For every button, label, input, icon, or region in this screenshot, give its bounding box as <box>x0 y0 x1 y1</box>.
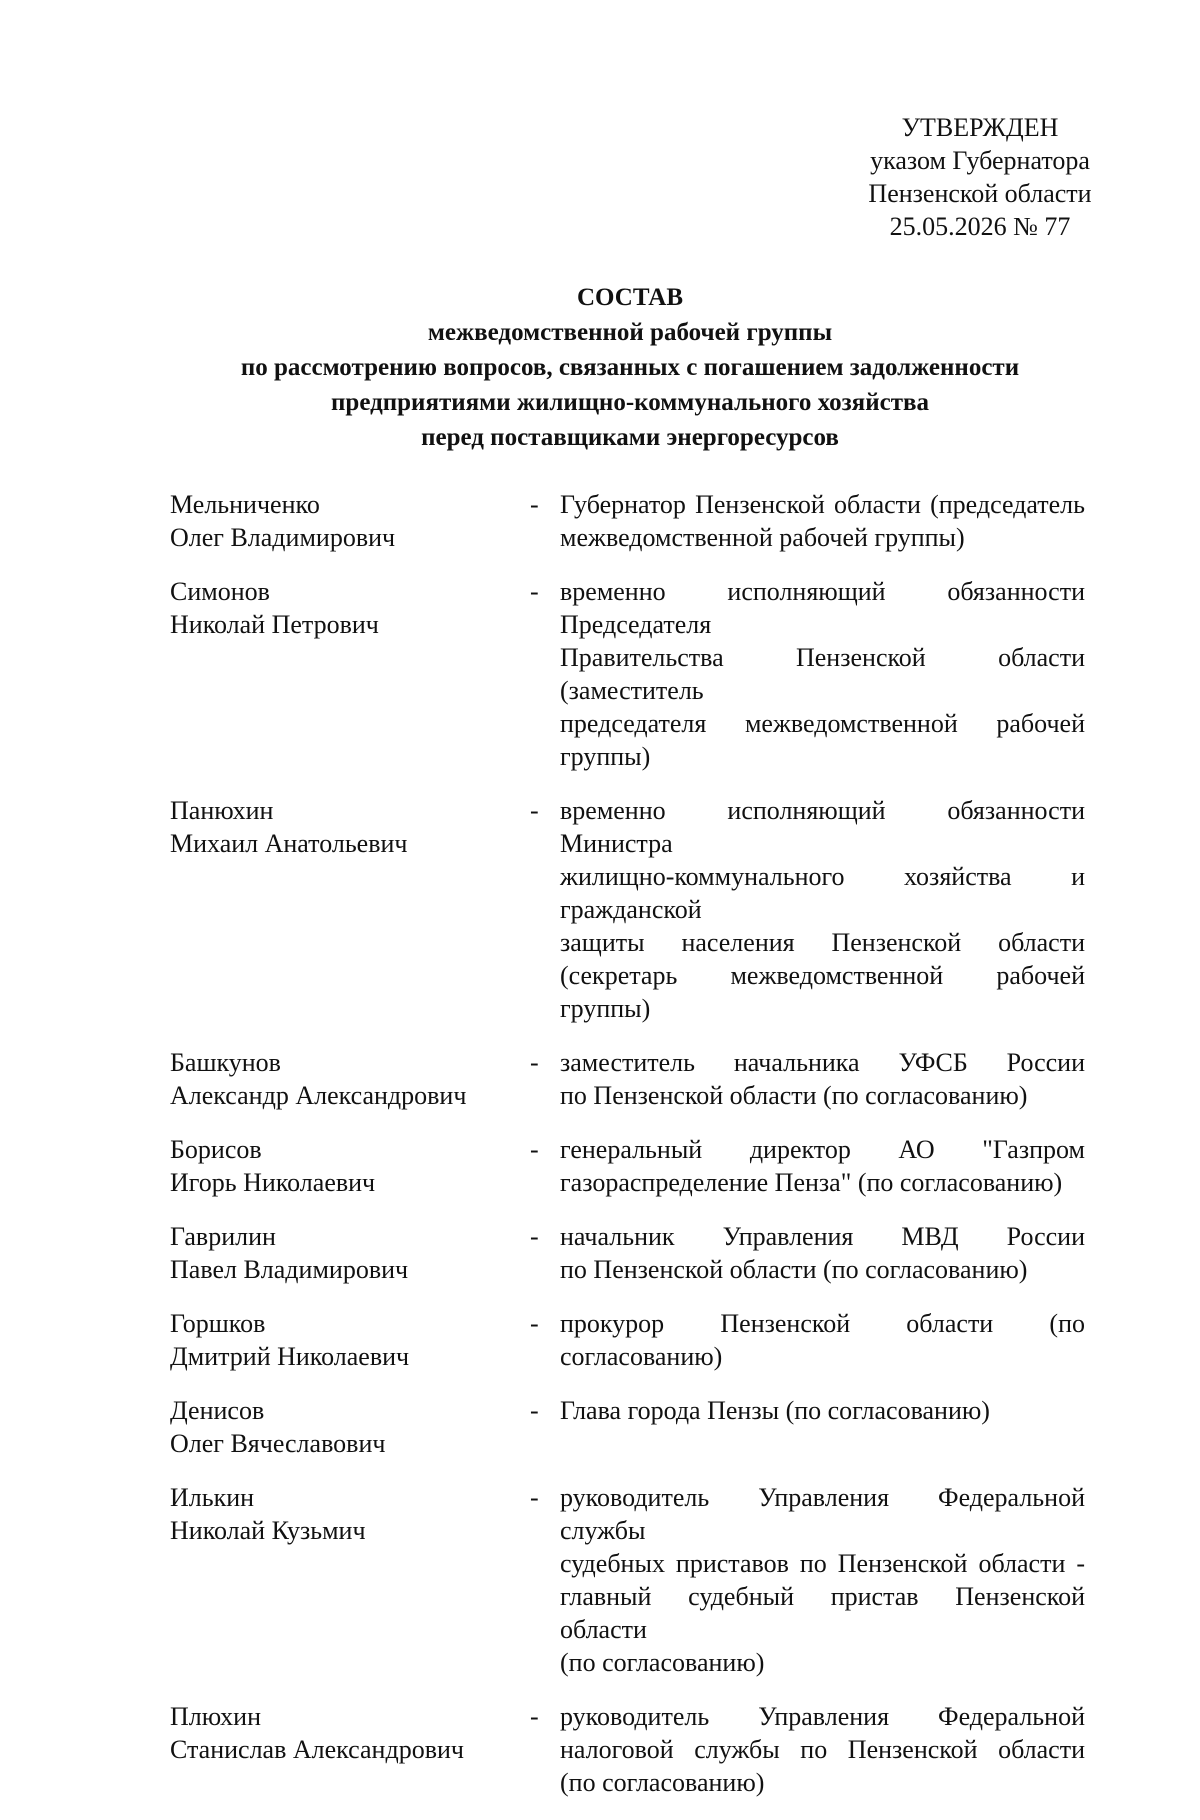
member-row <box>170 1220 1145 1286</box>
approval-line-approved: УТВЕРЖДЕН <box>901 113 1059 142</box>
member-role-line: Правительства Пензенской области (заместитель <box>560 643 1085 705</box>
member-row <box>170 575 1145 773</box>
member-role-line: (по согласованию) <box>560 1648 765 1677</box>
member-given-names: Николай Кузьмич <box>170 1516 366 1545</box>
member-role-line: Губернатор Пензенской области (председатель <box>560 490 1085 519</box>
member-name <box>170 575 520 773</box>
member-name <box>170 1046 520 1112</box>
member-name <box>170 488 520 554</box>
member-role-line: главный судебный пристав Пензенской области <box>560 1582 1085 1644</box>
member-row <box>170 1394 1145 1460</box>
member-role-line: судебных приставов по Пензенской области - <box>560 1549 1085 1578</box>
heading-line: предприятиями жилищно-коммунального хозяйства <box>331 389 929 416</box>
member-given-names: Александр Александрович <box>170 1081 467 1110</box>
member-row <box>170 1481 1145 1679</box>
member-surname: Илькин <box>170 1483 255 1512</box>
member-role <box>560 1481 1085 1679</box>
member-role-line: защиты населения Пензенской области <box>560 928 1085 957</box>
heading-line: перед поставщиками энергоресурсов <box>421 424 839 451</box>
member-role <box>560 1307 1085 1373</box>
document-title: СОСТАВ <box>576 284 684 311</box>
member-role-line: руководитель Управления Федеральной службы <box>560 1483 1085 1545</box>
document-heading <box>130 280 1130 455</box>
member-role-line: налоговой службы по Пензенской области <box>560 1735 1085 1764</box>
member-dash: - <box>530 577 539 606</box>
member-role-line: межведомственной рабочей группы) <box>560 523 965 552</box>
member-role-line: газораспределение Пенза" (по согласованию) <box>560 1168 1063 1197</box>
member-role <box>560 1133 1085 1199</box>
member-role-line: временно исполняющий обязанности Министра <box>560 796 1085 858</box>
member-surname: Плюхин <box>170 1702 261 1731</box>
approval-line-date-number: 25.05.2026 № 77 <box>889 212 1071 241</box>
member-dash: - <box>530 490 539 519</box>
member-surname: Борисов <box>170 1135 262 1164</box>
member-role-line: Глава города Пензы (по согласованию) <box>560 1396 990 1425</box>
member-name <box>170 1481 520 1679</box>
member-role-line: председателя межведомственной рабочей группы) <box>560 709 1085 771</box>
member-role-line: заместитель начальника УФСБ России <box>560 1048 1085 1077</box>
member-given-names: Олег Вячеславович <box>170 1429 386 1458</box>
member-role-line: руководитель Управления Федеральной <box>560 1702 1085 1731</box>
member-surname: Мельниченко <box>170 490 320 519</box>
member-dash: - <box>530 1048 539 1077</box>
member-row <box>170 794 1145 1025</box>
member-given-names: Дмитрий Николаевич <box>170 1342 410 1371</box>
member-role <box>560 575 1085 773</box>
member-given-names: Михаил Анатольевич <box>170 829 408 858</box>
approval-line-region: Пензенской области <box>868 179 1092 208</box>
member-role-line: по Пензенской области (по согласованию) <box>560 1255 1028 1284</box>
member-role-line: прокурор Пензенской области (по согласованию) <box>560 1309 1085 1371</box>
member-name <box>170 1394 520 1460</box>
member-role <box>560 488 1085 554</box>
member-role-line: (по согласованию) <box>560 1768 765 1797</box>
member-row <box>170 1307 1145 1373</box>
member-dash: - <box>530 1309 539 1338</box>
member-dash: - <box>530 1135 539 1164</box>
approval-line-decree: указом Губернатора <box>870 146 1090 175</box>
member-dash: - <box>530 796 539 825</box>
member-given-names: Павел Владимирович <box>170 1255 409 1284</box>
member-surname: Гаврилин <box>170 1222 276 1251</box>
member-given-names: Николай Петрович <box>170 610 379 639</box>
member-surname: Башкунов <box>170 1048 281 1077</box>
member-role-line: начальник Управления МВД России <box>560 1222 1085 1251</box>
member-row <box>170 1133 1145 1199</box>
member-row <box>170 1700 1145 1799</box>
heading-line: межведомственной рабочей группы <box>427 319 833 346</box>
member-dash: - <box>530 1483 539 1512</box>
member-role-line: (секретарь межведомственной рабочей группы) <box>560 961 1085 1023</box>
member-role-line: временно исполняющий обязанности Председателя <box>560 577 1085 639</box>
members-list <box>170 488 1145 1820</box>
member-given-names: Станислав Александрович <box>170 1735 464 1764</box>
member-surname: Панюхин <box>170 796 274 825</box>
heading-line: по рассмотрению вопросов, связанных с погашением задолженности <box>240 354 1020 381</box>
member-dash: - <box>530 1702 539 1731</box>
member-role <box>560 1700 1085 1799</box>
member-surname: Симонов <box>170 577 270 606</box>
member-role-line: генеральный директор АО "Газпром <box>560 1135 1085 1164</box>
member-name <box>170 794 520 1025</box>
member-role-line: жилищно-коммунального хозяйства и гражданской <box>560 862 1085 924</box>
member-role <box>560 794 1085 1025</box>
member-dash: - <box>530 1222 539 1251</box>
member-given-names: Олег Владимирович <box>170 523 396 552</box>
member-name <box>170 1133 520 1199</box>
member-name <box>170 1700 520 1799</box>
member-surname: Горшков <box>170 1309 266 1338</box>
member-role <box>560 1394 1085 1460</box>
member-role <box>560 1046 1085 1112</box>
member-role-line: по Пензенской области (по согласованию) <box>560 1081 1028 1110</box>
member-surname: Денисов <box>170 1396 265 1425</box>
member-name <box>170 1220 520 1286</box>
member-given-names: Игорь Николаевич <box>170 1168 376 1197</box>
approval-stamp <box>840 111 1120 243</box>
member-role <box>560 1220 1085 1286</box>
member-row <box>170 1046 1145 1112</box>
member-row <box>170 488 1145 554</box>
member-name <box>170 1307 520 1373</box>
member-dash: - <box>530 1396 539 1425</box>
